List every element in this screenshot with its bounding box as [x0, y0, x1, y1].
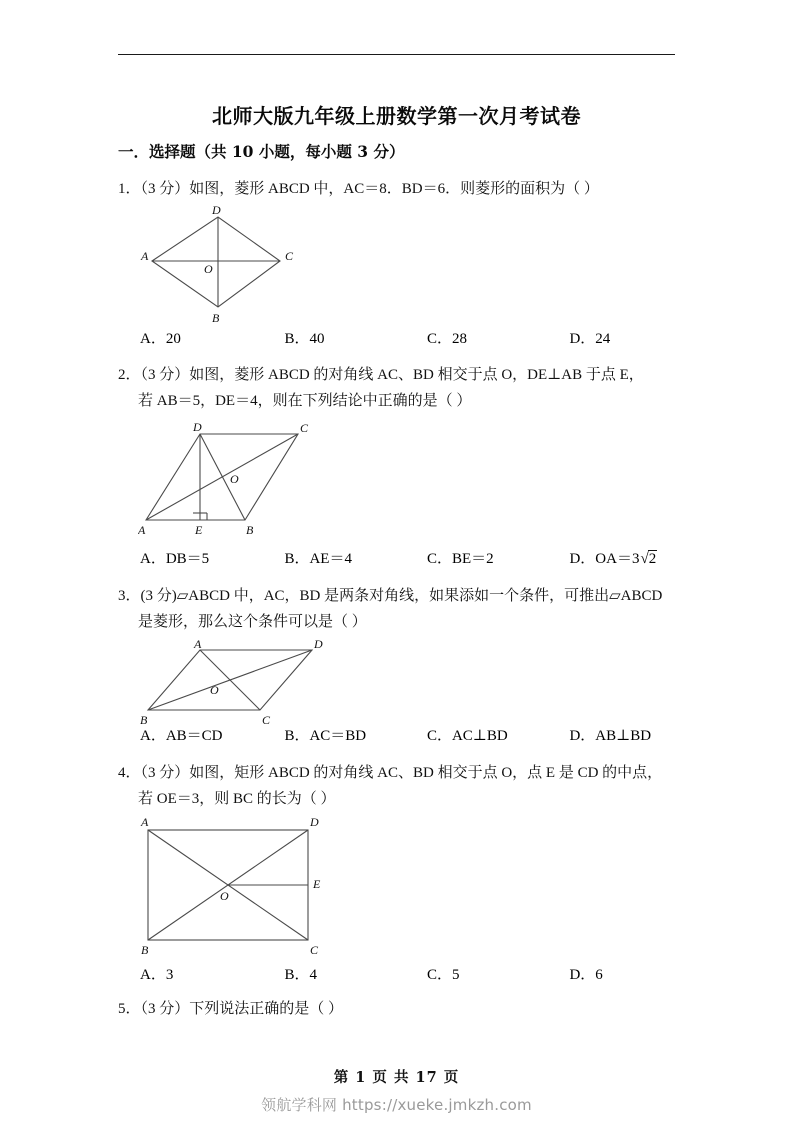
sqrt-symbol: √2	[640, 551, 657, 567]
figure-label-b: B	[246, 523, 254, 537]
figure-label-e: E	[195, 523, 203, 537]
question-1-figure	[140, 203, 300, 323]
figure-label-a: A	[141, 249, 149, 263]
question-2-line-2: 若 AB＝5，DE＝4，则在下列结论中正确的是（ ）	[138, 393, 472, 409]
question-2-text	[118, 362, 678, 414]
figure-label-d: D	[212, 203, 221, 217]
figure-label-o: O	[204, 262, 213, 276]
figure-label-a: A	[194, 638, 202, 651]
figure-label-c: C	[262, 713, 271, 727]
question-3-option-b[interactable]: B．AC＝BD	[284, 728, 367, 744]
question-4-option-c[interactable]: C．5	[426, 967, 460, 983]
section-heading: 一．选择题（共 10 小题，每小题 3 分）	[118, 142, 405, 161]
figure-label-c: C	[310, 943, 319, 957]
question-4-option-a[interactable]: A．3	[140, 967, 174, 983]
question-4-figure	[138, 818, 338, 958]
question-1-line-1: 1．（3 分）如图，菱形 ABCD 中，AC＝8．BD＝6．则菱形的面积为（ ）	[118, 181, 599, 197]
question-5-text	[118, 996, 678, 1022]
question-4-options	[140, 963, 685, 984]
figure-label-e: E	[313, 877, 321, 891]
question-5-line-1: 5．（3 分）下列说法正确的是（ ）	[118, 1001, 344, 1017]
question-2-option-d[interactable]: D．OA＝3√2	[569, 551, 657, 567]
footer-watermark: 领航学科网 https://xueke.jmkzh.com	[261, 1096, 532, 1114]
question-3-option-d[interactable]: D．AB⊥BD	[569, 728, 652, 744]
question-4-text	[118, 760, 678, 812]
header-rule	[118, 54, 675, 55]
question-1-options	[140, 327, 685, 348]
question-1-option-b[interactable]: B．40	[284, 331, 325, 347]
question-1-option-a[interactable]: A．20	[140, 331, 181, 347]
question-3-option-c[interactable]: C．AC⊥BD	[426, 728, 508, 744]
footer-page-number: 第 1 页 共 17 页	[333, 1069, 460, 1086]
figure-label-a: A	[138, 523, 146, 537]
figure-label-o: O	[210, 683, 219, 697]
question-1-text	[118, 176, 678, 202]
question-1-option-c[interactable]: C．28	[426, 331, 467, 347]
question-4-line-2: 若 OE＝3，则 BC 的长为（ ）	[138, 791, 336, 807]
question-2-options	[140, 547, 685, 568]
question-3-options	[140, 724, 685, 745]
figure-label-d: D	[193, 420, 202, 434]
question-3-line-1: 3．(3 分)▱ABCD 中，AC，BD 是两条对角线，如果添如一个条件，可推出▱ABCD	[118, 588, 663, 604]
figure-label-o: O	[230, 472, 239, 486]
question-3-option-a[interactable]: A．AB＝CD	[140, 728, 223, 744]
question-2-option-c[interactable]: C．BE＝2	[426, 551, 494, 567]
figure-label-d: D	[310, 818, 319, 829]
figure-label-b: B	[212, 311, 220, 323]
figure-label-d: D	[314, 638, 323, 651]
question-3-line-2: 是菱形，那么这个条件可以是（ ）	[138, 614, 367, 630]
figure-label-c: C	[300, 421, 309, 435]
question-2-figure	[138, 420, 313, 538]
question-2-option-a[interactable]: A．DB＝5	[140, 551, 210, 567]
question-2-line-1: 2．（3 分）如图，菱形 ABCD 的对角线 AC、BD 相交于点 O，DE⊥AB 于点 E，	[118, 367, 644, 383]
question-4-line-1: 4．（3 分）如图，矩形 ABCD 的对角线 AC、BD 相交于点 O，点 E 是 CD 的中点，	[118, 765, 663, 781]
figure-label-b: B	[140, 713, 148, 727]
question-1-option-d[interactable]: D．24	[569, 331, 611, 347]
question-4-option-b[interactable]: B．4	[284, 967, 317, 983]
question-3-text	[118, 583, 678, 635]
figure-label-o: O	[220, 889, 229, 903]
question-4-option-d[interactable]: D．6	[569, 967, 603, 983]
figure-label-a: A	[141, 818, 149, 829]
question-3-figure	[140, 638, 325, 728]
figure-label-b: B	[141, 943, 149, 957]
figure-label-c: C	[285, 249, 294, 263]
page-title: 北师大版九年级上册数学第一次月考试卷	[212, 104, 581, 128]
question-2-option-b[interactable]: B．AE＝4	[284, 551, 352, 567]
